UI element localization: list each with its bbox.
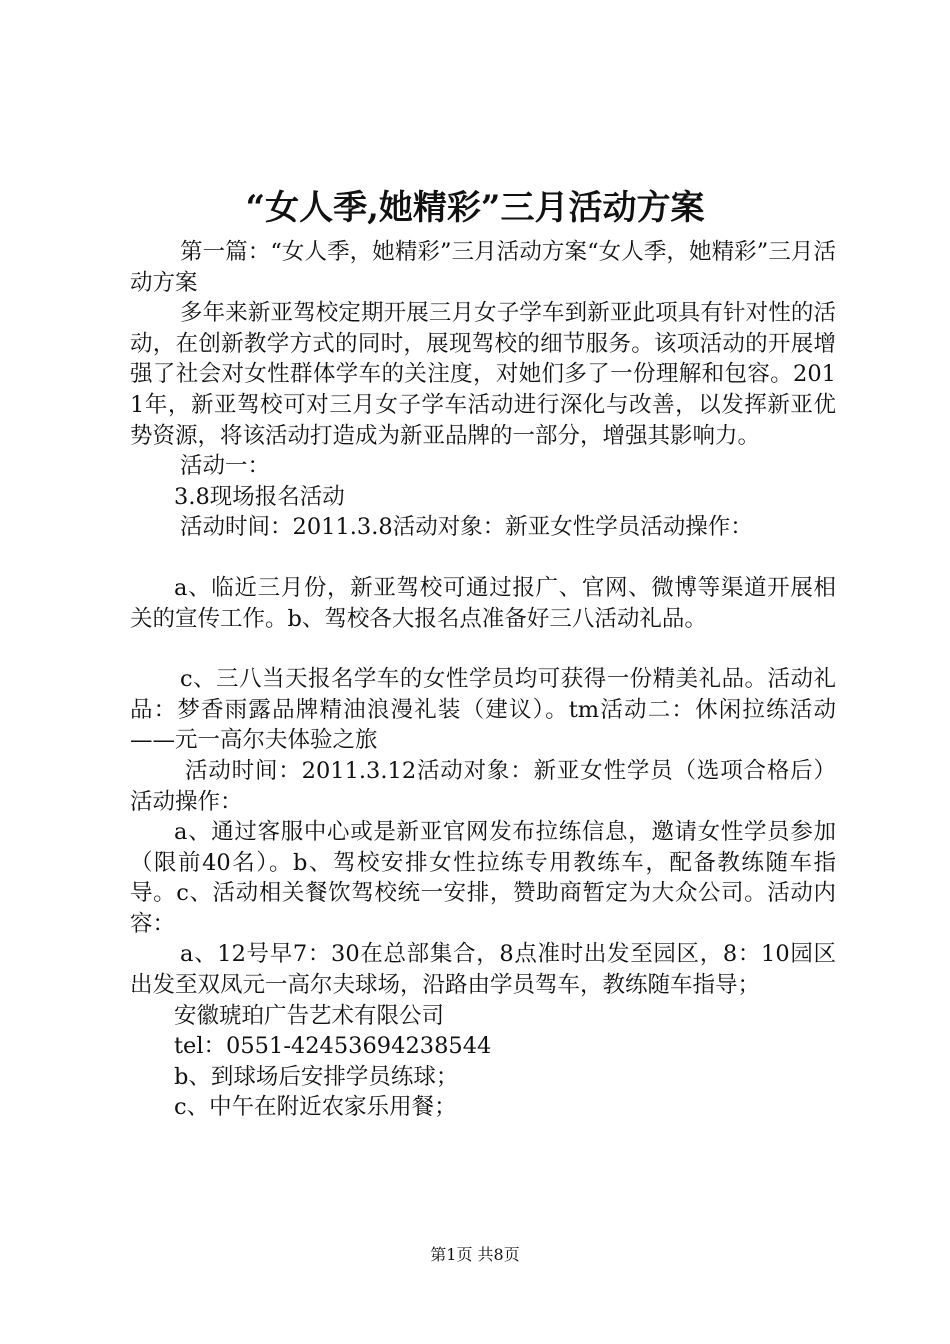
paragraph-11: 安徽琥珀广告艺术有限公司 bbox=[174, 1002, 445, 1029]
paragraph-14: c、中午在附近农家乐用餐； bbox=[174, 1094, 457, 1121]
paragraph-10: a、12号早7：30在总部集合，8点准时出发至园区，8：10园区出发至双凤元一高尔夫球场，沿路由学员驾车，教练随车指导； bbox=[130, 941, 836, 999]
paragraph-1: 第一篇：“女人季，她精彩”三月活动方案“女人季，她精彩”三月活动方案 bbox=[130, 239, 836, 296]
paragraph-12: tel：0551-42453694238544 bbox=[174, 1033, 492, 1060]
paragraph-4: 3.8现场报名活动 bbox=[174, 483, 345, 510]
paragraph-8: 活动时间：2011.3.12活动对象：新亚女性学员（选项合格后）活动操作： bbox=[130, 757, 836, 815]
paragraph-3: 活动一： bbox=[180, 453, 271, 480]
paragraph-7: c、三八当天报名学车的女性学员均可获得一份精美礼品。活动礼品：梦香雨露品牌精油浪漫礼装（建议）。tm活动二：休闲拉练活动——元一高尔夫体验之旅 bbox=[130, 666, 836, 754]
blank-line bbox=[130, 543, 836, 573]
paragraph-6: a、临近三月份，新亚驾校可通过报广、官网、微博等渠道开展相关的宣传工作。b、驾校各大报名点准备好三八活动礼品。 bbox=[130, 574, 836, 632]
document-body bbox=[130, 237, 836, 1123]
paragraph-9: a、通过客服中心或是新亚官网发布拉练信息，邀请女性学员参加（限前40名）。b、驾校安排女性拉练专用教练车，配备教练随车指导。c、活动相关餐饮驾校统一安排，赞助商暂定为大众公司。活动内容： bbox=[130, 819, 836, 937]
paragraph-2: 多年来新亚驾校定期开展三月女子学车到新亚此项具有针对性的活动，在创新教学方式的同时，展现驾校的细节服务。该项活动的开展增强了社会对女性群体学车的关注度，对她们多了一份理解和包容。2011年，新亚驾校可对三月女子学车活动进行深化与改善，以发挥新亚优势资源，将该活动打造成为新亚品牌的一部分，增强其影响力。 bbox=[130, 300, 836, 449]
paragraph-13: b、到球场后安排学员练球； bbox=[174, 1063, 459, 1090]
page-footer: 第1页 共8页 bbox=[430, 1245, 520, 1264]
blank-line bbox=[130, 634, 836, 664]
paragraph-5: 活动时间：2011.3.8活动对象：新亚女性学员活动操作： bbox=[180, 514, 753, 541]
document-title: “女人季,她精彩”三月活动方案 bbox=[245, 188, 705, 228]
